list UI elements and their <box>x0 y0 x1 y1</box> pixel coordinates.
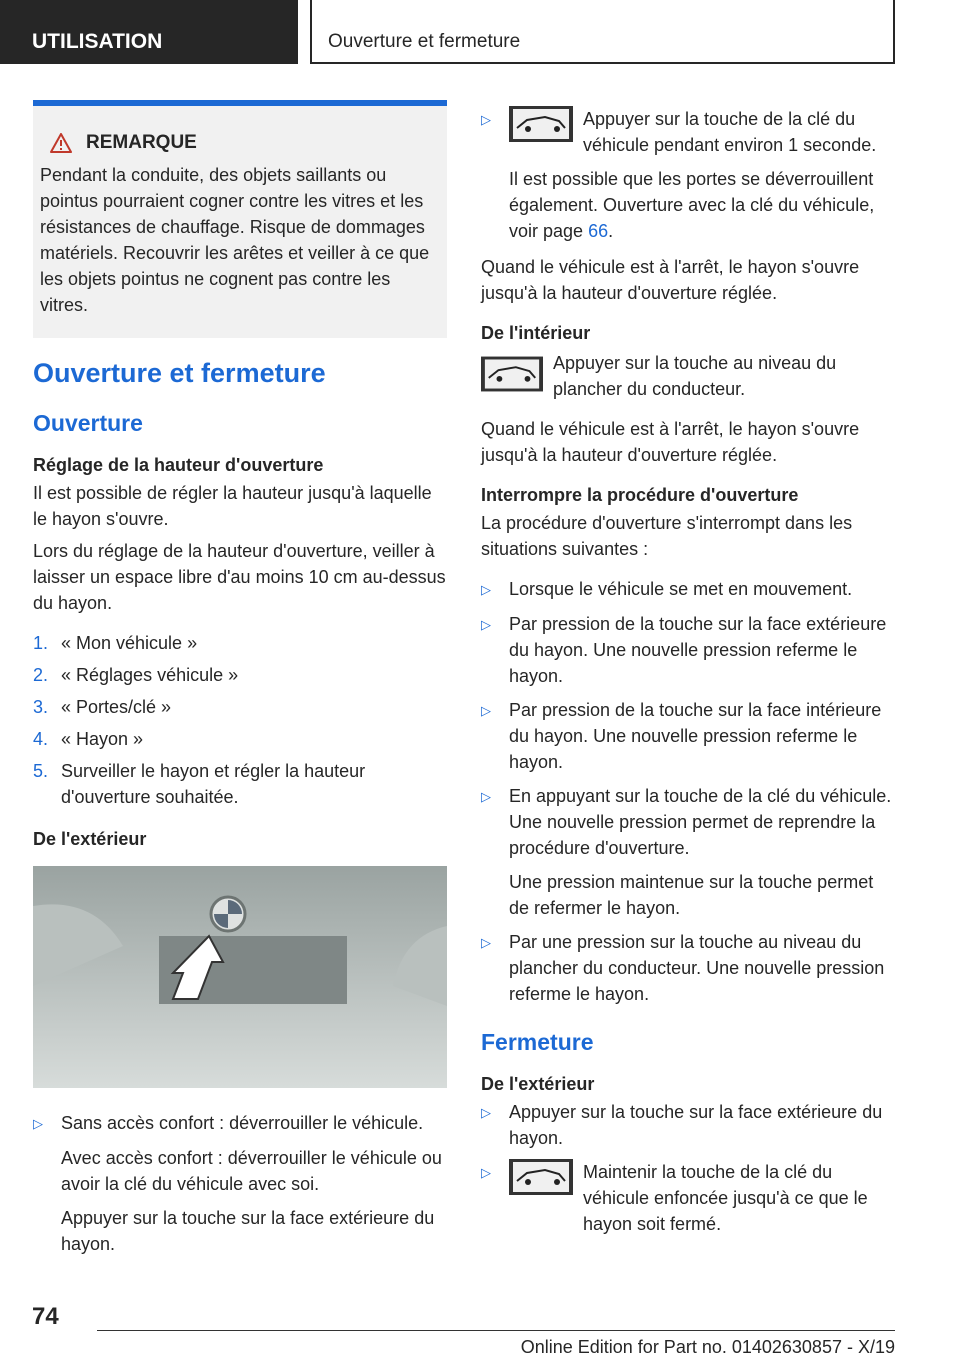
heading-from-outside: De l'extérieur <box>33 829 147 849</box>
paragraph-doors-unlock: Il est possible que les portes se déverrouillent également. Ouverture avec la clé du véhicule, voir page 66. <box>509 169 875 241</box>
step-item: 3. « Portes/clé » <box>33 697 172 717</box>
car-key-button-icon <box>509 1159 573 1195</box>
step-item: 1. « Mon véhicule » <box>33 633 198 653</box>
car-key-button-icon <box>509 106 573 142</box>
list-item: ▷ Appuyer sur la touche sur la face extérieure du hayon. <box>481 1099 896 1151</box>
list-item: ▷ Par pression de la touche sur la face extérieure du hayon. Une nouvelle pression referme le hayon. <box>481 611 896 689</box>
inside-button-row: Appuyer sur la touche au niveau du plancher du conducteur. <box>481 350 896 402</box>
header-section: UTILISATION <box>0 0 298 64</box>
bullet-triangle-icon: ▷ <box>481 1105 491 1120</box>
bullet-triangle-icon: ▷ <box>481 935 491 950</box>
bullet-triangle-icon: ▷ <box>481 789 491 804</box>
outside-open-list <box>33 1110 447 1137</box>
list-item: ▷ Appuyer sur la touche de la clé du véhicule pendant environ 1 seconde. <box>481 106 896 158</box>
paragraph-height-intro: Il est possible de régler la hauteur jusqu'à laquelle le hayon s'ouvre. <box>33 483 432 529</box>
right-column <box>481 106 896 1245</box>
interrupt-list-cont <box>481 929 896 1007</box>
paragraph-press-outside: Appuyer sur la touche sur la face extérieure du hayon. <box>61 1208 435 1254</box>
list-item: ▷ Par pression de la touche sur la face intérieure du hayon. Une nouvelle pression referme le hayon. <box>481 697 896 775</box>
paragraph-interrupt-intro: La procédure d'ouverture s'interrompt dans les situations suivantes : <box>481 513 853 559</box>
note-title: REMARQUE <box>86 132 197 153</box>
bullet-triangle-icon: ▷ <box>481 1165 491 1180</box>
heading-close-outside: De l'extérieur <box>481 1074 595 1094</box>
note-text: Pendant la conduite, des objets saillants ou pointus pourraient cogner contre les vitres et les résistances de chauffage. Risque de dommages matériels. Recouvrir les arêtes et veiller à ce que les objets pointus ne cognent pas contre les vitres. <box>40 165 430 315</box>
warning-triangle-icon <box>50 133 72 153</box>
bullet-triangle-icon: ▷ <box>481 112 491 127</box>
list-item: ▷ Maintenir la touche de la clé du véhicule enfoncée jusqu'à ce que le hayon soit fermé. <box>481 1159 896 1237</box>
settings-steps <box>33 630 447 810</box>
heading-from-inside: De l'intérieur <box>481 323 591 343</box>
list-item: ▷ En appuyant sur la touche de la clé du véhicule. Une nouvelle pression permet de reprendre la procédure d'ouverture. <box>481 783 896 861</box>
left-column <box>33 100 447 1265</box>
subsection-closing: Fermeture <box>481 1029 594 1055</box>
bullet-triangle-icon: ▷ <box>481 582 491 597</box>
paragraph-opening-height: Quand le véhicule est à l'arrêt, le hayon s'ouvre jusqu'à la hauteur d'ouverture réglée. <box>481 257 860 303</box>
list-item: ▷ Lorsque le véhicule se met en mouvement. <box>481 576 896 603</box>
list-item: ▷ Par une pression sur la touche au niveau du plancher du conducteur. Une nouvelle pression referme le hayon. <box>481 929 896 1007</box>
paragraph-opening-height-2: Quand le véhicule est à l'arrêt, le hayon s'ouvre jusqu'à la hauteur d'ouverture réglée. <box>481 419 860 465</box>
bullet-triangle-icon: ▷ <box>33 1116 43 1131</box>
paragraph-comfort-access: Avec accès confort : déverrouiller le véhicule ou avoir la clé du véhicule avec soi. <box>61 1148 442 1194</box>
heading-height-setting: Réglage de la hauteur d'ouverture <box>33 455 324 475</box>
edition-text: Online Edition for Part no. 01402630857 - X/19 <box>520 1337 895 1357</box>
tailgate-photo <box>33 866 447 1088</box>
page-number: 74 <box>32 1303 59 1330</box>
step-item: 4. « Hayon » <box>33 729 144 749</box>
header-chapter: Ouverture et fermeture <box>310 0 895 64</box>
floor-button-icon <box>481 356 543 392</box>
paragraph-height-space: Lors du réglage de la hauteur d'ouverture, veiller à laisser un espace libre d'au moins 10 cm au-dessus du hayon. <box>33 541 446 613</box>
closing-list <box>481 1099 896 1237</box>
warning-note <box>33 100 447 338</box>
heading-interrupt: Interrompre la procédure d'ouverture <box>481 485 799 505</box>
subsection-opening: Ouverture <box>33 410 143 436</box>
page-link[interactable]: 66 <box>588 221 609 241</box>
paragraph-hold-to-close: Une pression maintenue sur la touche permet de refermer le hayon. <box>509 872 874 918</box>
step-item: 5. Surveiller le hayon et régler la hauteur d'ouverture souhaitée. <box>33 761 366 807</box>
list-item: ▷ Sans accès confort : déverrouiller le véhicule. <box>33 1110 447 1137</box>
bullet-triangle-icon: ▷ <box>481 617 491 632</box>
key-open-list <box>481 106 896 158</box>
bullet-triangle-icon: ▷ <box>481 703 491 718</box>
interrupt-list <box>481 576 896 861</box>
footer <box>97 1330 895 1357</box>
section-title: Ouverture et fermeture <box>33 358 326 388</box>
step-item: 2. « Réglages véhicule » <box>33 665 239 685</box>
